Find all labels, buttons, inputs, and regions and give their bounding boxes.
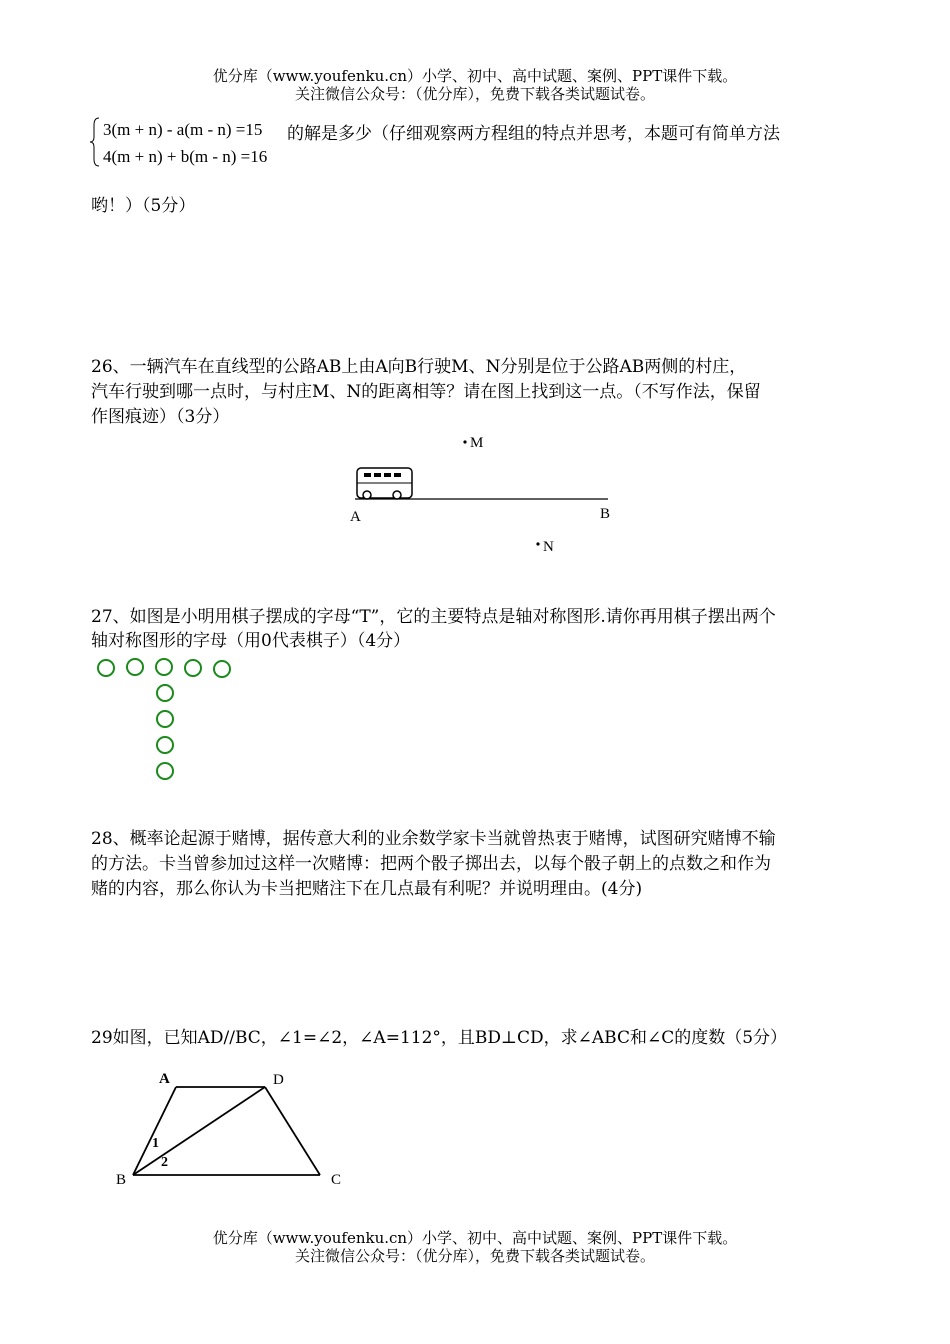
segment-ab: [133, 1087, 176, 1175]
page-header: [0, 67, 950, 103]
trapezoid-diagram: [105, 1062, 365, 1192]
point-d-label: D: [273, 1072, 284, 1088]
chess-piece: [185, 660, 201, 676]
point-c-label: C: [331, 1172, 342, 1188]
road-label-a: A: [350, 509, 361, 525]
equation-brace: [90, 117, 100, 167]
q29-line-1: 29如图，已知AD//BC，∠1=∠2，∠A=112°，且BD⊥CD，求∠ABC和∠C的度数（5分）: [91, 1028, 788, 1048]
chess-piece: [157, 685, 173, 701]
q25-text-line-2: 哟！）（5分）: [91, 196, 196, 216]
chess-piece: [157, 711, 173, 727]
header-line-1: 优分库（www.youfenku.cn）小学、初中、高中试题、案例、PPT课件下载。: [212, 67, 738, 85]
q26-line-1: 26、一辆汽车在直线型的公路AB上由A向B行驶M、N分别是位于公路AB两侧的村庄，: [91, 357, 747, 377]
segment-bd: [133, 1087, 265, 1175]
segment-dc: [265, 1087, 320, 1175]
road-label-b: B: [600, 506, 611, 522]
angle-1-label: 1: [152, 1136, 159, 1151]
q26-line-3: 作图痕迹）（3分）: [91, 407, 230, 427]
footer-line-1: 优分库（www.youfenku.cn）小学、初中、高中试题、案例、PPT课件下载。: [212, 1229, 738, 1247]
village-n-label: N: [543, 539, 554, 555]
chess-piece: [214, 661, 230, 677]
village-m-label: M: [470, 435, 484, 451]
equation-1: 3(m + n) - a(m - n) =15: [103, 120, 263, 139]
page-footer: [0, 1229, 950, 1265]
village-m-point: [463, 440, 466, 443]
angle-2-label: 2: [161, 1155, 168, 1170]
q27-line-1: 27、如图是小明用棋子摆成的字母“T”，它的主要特点是轴对称图形.请你再用棋子摆出两个: [91, 607, 776, 627]
chess-piece: [98, 660, 114, 676]
chess-piece: [156, 659, 172, 675]
q28-line-1: 28、概率论起源于赌博，据传意大利的业余数学家卡当就曾热衷于赌博，试图研究赌博不输: [91, 829, 776, 849]
village-n-point: [536, 542, 539, 545]
q28-line-3: 赌的内容，那么你认为卡当把赌注下在几点最有利呢？并说明理由。(4分): [91, 879, 643, 899]
equation-2: 4(m + n) + b(m - n) =16: [103, 147, 268, 166]
q26-line-2: 汽车行驶到哪一点时，与村庄M、N的距离相等？请在图上找到这一点。（不写作法，保留: [91, 382, 761, 402]
bus-icon: [357, 468, 412, 499]
footer-line-2: 关注微信公众号：（优分库），免费下载各类试题试卷。: [294, 1247, 655, 1265]
chess-piece: [157, 763, 173, 779]
q27-line-2: 轴对称图形的字母（用0代表棋子）（4分）: [91, 631, 411, 651]
chess-piece: [157, 737, 173, 753]
header-line-2: 关注微信公众号：（优分库），免费下载各类试题试卷。: [294, 85, 655, 103]
chess-piece: [127, 659, 143, 675]
letter-t-pieces: [90, 655, 250, 785]
q28-line-2: 的方法。卡当曾参加过这样一次赌博：把两个骰子掷出去，以每个骰子朝上的点数之和作为: [91, 854, 771, 874]
road-diagram: [340, 428, 630, 558]
point-b-label: B: [116, 1172, 127, 1188]
q25-text-line-1: 的解是多少（仔细观察两方程组的特点并思考，本题可有简单方法: [287, 124, 780, 144]
point-a-label: A: [159, 1071, 170, 1087]
